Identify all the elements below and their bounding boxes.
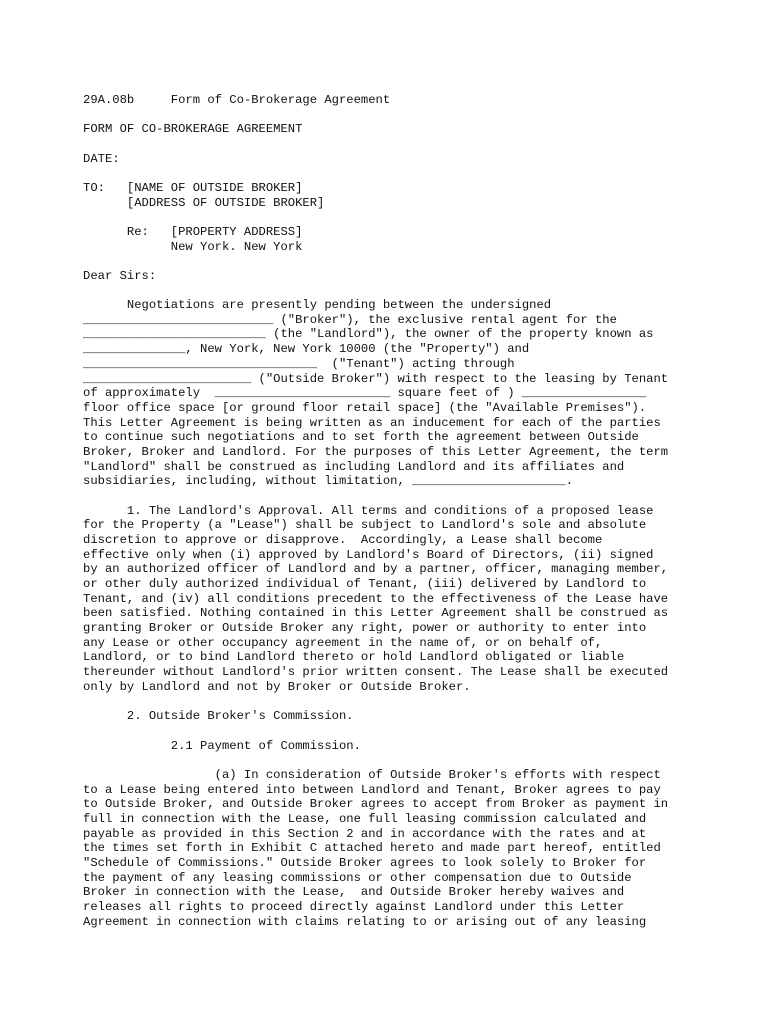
intro-line: ________________________________ ("Tenant") acting through <box>83 357 515 371</box>
to-line-2: [ADDRESS OF OUTSIDE BROKER] <box>83 196 325 210</box>
intro-line: to continue such negotiations and to set forth the agreement between Outside <box>83 430 639 444</box>
section-1-line: effective only when (i) approved by Landlord's Board of Directors, (ii) signed <box>83 548 654 562</box>
intro-line: Broker, Broker and Landlord. For the purposes of this Letter Agreement, the term <box>83 445 669 459</box>
section-1-line: Tenant, and (iv) all conditions precedent to the effectiveness of the Lease have <box>83 592 669 606</box>
section-1-line: for the Property (a "Lease") shall be subject to Landlord's sole and absolute <box>83 518 647 532</box>
section-1-line: any Lease or other occupancy agreement in the name of, or on behalf of, <box>83 636 603 650</box>
intro-line: "Landlord" shall be construed as including Landlord and its affiliates and <box>83 460 625 474</box>
section-2-1-heading: 2.1 Payment of Commission. <box>83 739 361 753</box>
to-line-1: TO: [NAME OF OUTSIDE BROKER] <box>83 181 303 195</box>
section-2-1-a-line: releases all rights to proceed directly against Landlord under this Letter <box>83 900 625 914</box>
salutation: Dear Sirs: <box>83 269 157 283</box>
section-1-line: granting Broker or Outside Broker any right, power or authority to enter into <box>83 621 647 635</box>
intro-line: _______________________ ("Outside Broker") with respect to the leasing by Tenant <box>83 372 669 386</box>
section-2-1-a-line: (a) In consideration of Outside Broker's efforts with respect <box>83 768 661 782</box>
document-title: FORM OF CO-BROKERAGE AGREEMENT <box>83 122 303 136</box>
section-1-line: been satisfied. Nothing contained in this Letter Agreement shall be construed as <box>83 606 669 620</box>
date-line: DATE: <box>83 152 120 166</box>
intro-line: This Letter Agreement is being written as an inducement for each of the parties <box>83 416 661 430</box>
section-2-1-a-line: payable as provided in this Section 2 and in accordance with the rates and at <box>83 827 647 841</box>
intro-line: Negotiations are presently pending between the undersigned <box>83 298 552 312</box>
section-2-1-a-line: Agreement in connection with claims relating to or arising out of any leasing <box>83 915 647 929</box>
section-2-1-a-line: to a Lease being entered into between Landlord and Tenant, Broker agrees to pay <box>83 783 661 797</box>
section-2-heading: 2. Outside Broker's Commission. <box>83 709 354 723</box>
section-2-1-a-line: full in connection with the Lease, one full leasing commission calculated and <box>83 812 647 826</box>
section-1-line: or other duly authorized individual of Tenant, (iii) delivered by Landlord to <box>83 577 647 591</box>
document-header: 29A.08b Form of Co-Brokerage Agreement <box>83 93 391 107</box>
section-2-1-a-line: to Outside Broker, and Outside Broker agrees to accept from Broker as payment in <box>83 797 669 811</box>
section-1-line: by an authorized officer of Landlord and by a partner, officer, managing member, <box>83 562 669 576</box>
intro-line: _________________________ (the "Landlord"), the owner of the property known as <box>83 327 654 341</box>
intro-line: subsidiaries, including, without limitation, _____________________. <box>83 474 574 488</box>
intro-line: floor office space [or ground floor retail space] (the "Available Premises"). <box>83 401 647 415</box>
section-2-1-a-line: the times set forth in Exhibit C attached hereto and made part hereof, entitled <box>83 841 661 855</box>
intro-line: __________________________ ("Broker"), the exclusive rental agent for the <box>83 313 617 327</box>
section-1-line: thereunder without Landlord's prior written consent. The Lease shall be executed <box>83 665 669 679</box>
section-1-line: Landlord, or to bind Landlord thereto or hold Landlord obligated or liable <box>83 650 625 664</box>
intro-line: ______________, New York, New York 10000 (the "Property") and <box>83 342 530 356</box>
re-line-2: New York. New York <box>83 240 303 254</box>
section-1-line: 1. The Landlord's Approval. All terms and conditions of a proposed lease <box>83 504 654 518</box>
re-line-1: Re: [PROPERTY ADDRESS] <box>83 225 303 239</box>
section-2-1-a-line: "Schedule of Commissions." Outside Broker agrees to look solely to Broker for <box>83 856 647 870</box>
intro-line: of approximately ________________________ square feet of ) _________________ <box>83 386 647 400</box>
section-2-1-a-line: the payment of any leasing commissions or other compensation due to Outside <box>83 871 632 885</box>
section-1-line: only by Landlord and not by Broker or Outside Broker. <box>83 680 471 694</box>
section-1-line: discretion to approve or disapprove. Accordingly, a Lease shall become <box>83 533 603 547</box>
section-2-1-a-line: Broker in connection with the Lease, and Outside Broker hereby waives and <box>83 885 625 899</box>
